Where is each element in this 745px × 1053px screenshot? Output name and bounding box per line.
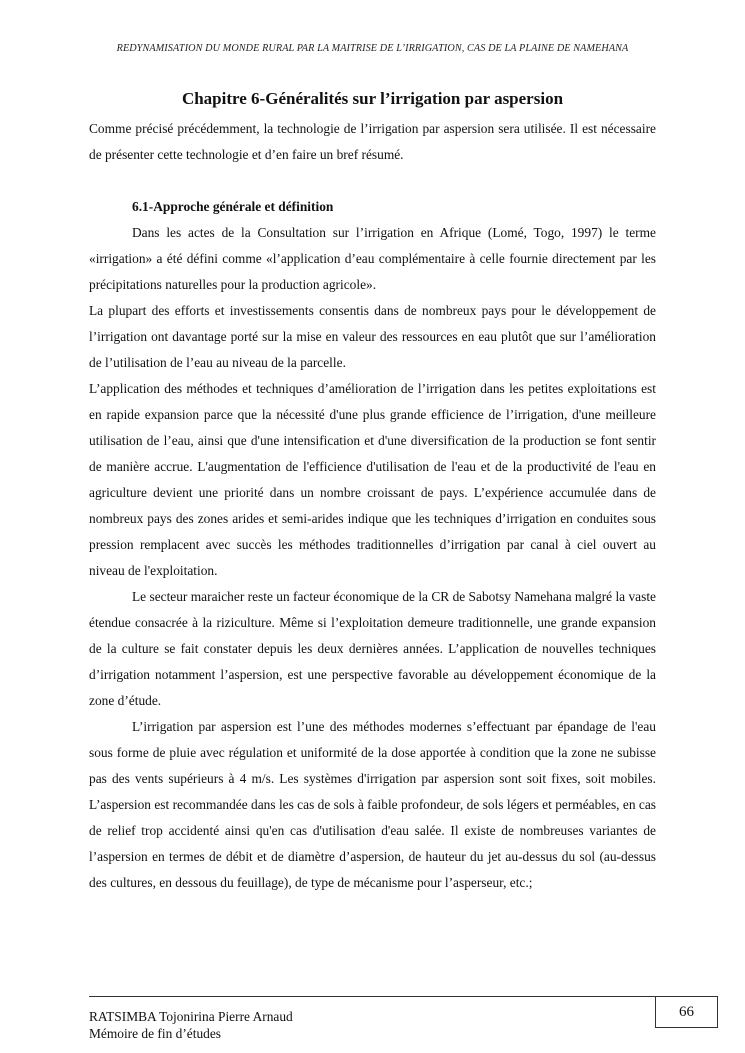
footer-author: RATSIMBA Tojonirina Pierre Arnaud xyxy=(89,1009,293,1024)
intro-paragraph: Comme précisé précédemment, la technologie de l’irrigation par aspersion sera utilisée. Il est nécessaire de présenter cette technologie et d’en faire un bref résumé. xyxy=(89,121,656,162)
paragraph: L’application des méthodes et techniques d’amélioration de l’irrigation dans les petites exploitations est en rapide expansion parce que la nécessité d'une plus grande efficience de l’irrigation, d'une meilleure utilisation de l’eau, ainsi que d'une intensification et d'une diversification de la production se font sentir de manière accrue. L'augmentation de l'efficience d'utilisation de l'eau et de la productivité de l'eau en agriculture devient une priorité dans un nombre croissant de pays. L’expérience accumulée dans de nombreux pays des zones arides et semi-arides indique que les techniques d’irrigation en conduites sous pression remplacent avec succès les méthodes traditionnelles d’irrigation par canal à ciel ouvert au niveau de l'exploitation. xyxy=(89,381,656,578)
page-number: 66 xyxy=(655,996,718,1028)
paragraph: Dans les actes de la Consultation sur l’irrigation en Afrique (Lomé, Togo, 1997) le terme «irrigation» a été défini comme «l’application d’eau complémentaire à celle fournie directement par les précipitations naturelles pour la production agricole». xyxy=(89,225,656,292)
paragraph: La plupart des efforts et investissements consentis dans de nombreux pays pour le développement de l’irrigation ont davantage porté sur la mise en valeur des ressources en eau plutôt que sur l’amélioration de l’utilisation de l’eau au niveau de la parcelle. xyxy=(89,303,656,370)
section-heading: 6.1-Approche générale et définition xyxy=(132,199,334,214)
paragraph: Le secteur maraicher reste un facteur économique de la CR de Sabotsy Namehana malgré la vaste étendue consacrée à la riziculture. Même si l’exploitation demeure traditionnelle, une grande expansion de la culture se fait constater depuis les deux dernières années. L’application de nouvelles techniques d’irrigation notamment l’aspersion, est une perspective favorable au développement économique de la zone d’étude. xyxy=(89,589,656,708)
running-header: REDYNAMISATION DU MONDE RURAL PAR LA MAITRISE DE L’IRRIGATION, CAS DE LA PLAINE DE NAMEHANA xyxy=(116,43,629,54)
paragraph: L’irrigation par aspersion est l’une des méthodes modernes s’effectuant par épandage de l'eau sous forme de pluie avec régulation et uniformité de la dose apportée à condition que la zone ne subisse pas des vents supérieurs à 4 m/s. Les systèmes d'irrigation par aspersion sont soit fixes, soit mobiles. L’aspersion est recommandée dans les cas de sols à faible profondeur, de sols légers et perméables, en cas de relief trop accidenté ainsi qu'en cas d'utilisation d'eau salée. Il existe de nombreuses variantes de l’aspersion en termes de débit et de diamètre d’aspersion, de hauteur du jet au-dessus du sol (au-dessus des cultures, en dessous du feuillage), de type de mécanisme pour l’asperseur, etc.; xyxy=(89,719,656,890)
footer xyxy=(89,1008,293,1042)
chapter-title: Chapitre 6-Généralités sur l’irrigation par aspersion xyxy=(181,89,564,108)
footer-divider xyxy=(89,996,656,997)
footer-subtitle: Mémoire de fin d’études xyxy=(89,1026,222,1041)
body-text xyxy=(89,116,656,896)
